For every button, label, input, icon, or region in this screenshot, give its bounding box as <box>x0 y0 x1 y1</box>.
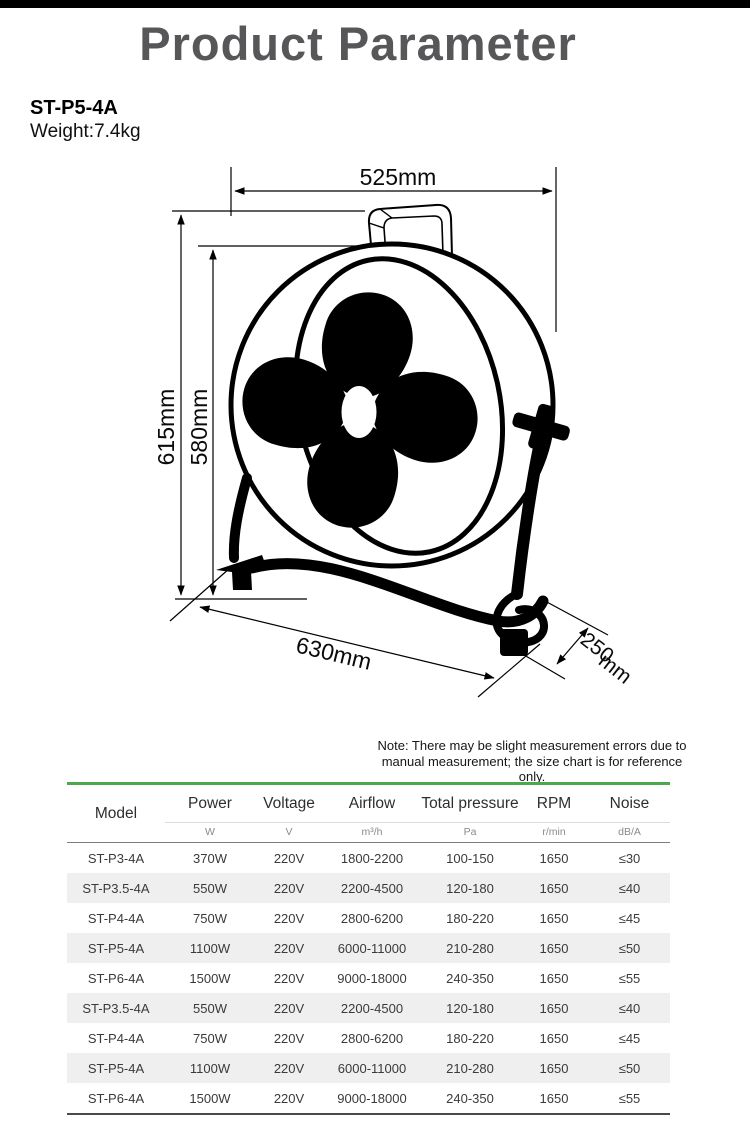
table-cell: 220V <box>273 970 305 986</box>
table-cell: ≤45 <box>618 1030 641 1046</box>
table-cell: ST-P6-4A <box>87 1090 145 1106</box>
dim-depth-value-label: 250 <box>576 628 618 668</box>
table-cell: 2200-4500 <box>340 880 404 896</box>
table-cell: 1800-2200 <box>340 850 404 866</box>
table-cell: 220V <box>273 850 305 866</box>
col-unit-noise: dB/A <box>589 823 670 843</box>
table-cell: 6000-11000 <box>337 1060 407 1076</box>
dim-depth-unit-label: mm <box>594 649 636 689</box>
col-header-voltage: Voltage <box>263 795 315 812</box>
table-cell: ≤40 <box>618 880 641 896</box>
table-cell: 120-180 <box>446 880 494 896</box>
table-cell: 210-280 <box>446 940 494 956</box>
measurement-note <box>368 738 696 785</box>
table-cell: 1650 <box>539 1060 569 1076</box>
table-cell: 2800-6200 <box>340 910 404 926</box>
col-header-rpm: RPM <box>536 795 572 812</box>
table-cell: 1650 <box>539 1000 569 1016</box>
col-header-airflow: Airflow <box>348 795 396 812</box>
table-cell: 9000-18000 <box>337 970 407 986</box>
page-title: Product Parameter <box>139 17 577 70</box>
table-cell: 220V <box>273 880 305 896</box>
table-cell: 220V <box>273 1000 305 1016</box>
spec-table-body <box>67 843 670 1115</box>
product-weight: Weight:7.4kg <box>30 121 141 142</box>
table-cell: 1100W <box>189 940 231 956</box>
note-line-1: Note: There may be slight measurement errors due to <box>377 738 687 753</box>
product-model-name: ST-P5-4A <box>30 97 118 119</box>
table-cell: 550W <box>193 880 227 896</box>
fan-illustration <box>216 205 575 656</box>
table-row <box>67 1023 670 1053</box>
table-cell: 1500W <box>189 970 231 986</box>
table-cell: ST-P3-4A <box>87 850 145 866</box>
table-cell: 1650 <box>539 880 569 896</box>
table-cell: ST-P3.5-4A <box>82 1000 150 1016</box>
spec-table <box>67 782 670 1115</box>
table-cell: 6000-11000 <box>337 940 407 956</box>
table-cell: 370W <box>193 850 227 866</box>
col-header-noise: Noise <box>609 795 650 812</box>
table-cell: 240-350 <box>446 970 494 986</box>
col-unit-airflow: m³/h <box>323 823 421 843</box>
table-cell: ≤40 <box>618 1000 641 1016</box>
table-cell: 180-220 <box>446 910 494 926</box>
table-cell: ST-P5-4A <box>87 940 145 956</box>
top-black-bar <box>0 0 750 8</box>
table-cell: 220V <box>273 1030 305 1046</box>
table-cell: 750W <box>193 1030 227 1046</box>
table-cell: 1500W <box>189 1090 231 1106</box>
table-cell: 9000-18000 <box>337 1090 407 1106</box>
table-row <box>67 903 670 933</box>
col-unit-power: W <box>165 823 255 843</box>
table-row <box>67 993 670 1023</box>
table-cell: 220V <box>273 940 305 956</box>
table-cell: 1650 <box>539 850 569 866</box>
note-line-2: manual measurement; the size chart is for reference only. <box>381 753 683 784</box>
col-unit-voltage: V <box>255 823 323 843</box>
table-cell: ≤55 <box>618 1090 641 1106</box>
dim-height-frame-label: 580mm <box>186 388 212 466</box>
table-cell: ST-P5-4A <box>87 1060 145 1076</box>
col-header-pressure: Total pressure <box>421 795 519 812</box>
table-cell: 2200-4500 <box>340 1000 404 1016</box>
table-cell: 220V <box>273 1060 305 1076</box>
table-row <box>67 963 670 993</box>
table-row <box>67 933 670 963</box>
dim-height-total-label: 615mm <box>153 388 179 466</box>
table-cell: 210-280 <box>446 1060 494 1076</box>
table-cell: ST-P3.5-4A <box>82 880 150 896</box>
table-row <box>67 1083 670 1114</box>
table-cell: ST-P4-4A <box>87 1030 145 1046</box>
table-cell: 120-180 <box>446 1000 494 1016</box>
table-cell: ≤50 <box>618 1060 641 1076</box>
fan-dimension-diagram <box>0 150 750 735</box>
table-cell: ST-P6-4A <box>87 970 145 986</box>
table-cell: 1650 <box>539 910 569 926</box>
table-cell: ST-P4-4A <box>87 910 145 926</box>
fan-hub <box>342 386 377 438</box>
table-cell: ≤55 <box>618 970 641 986</box>
table-row <box>67 873 670 903</box>
table-cell: 1650 <box>539 970 569 986</box>
table-cell: 240-350 <box>446 1090 494 1106</box>
table-cell: 1650 <box>539 1030 569 1046</box>
col-header-power: Power <box>188 795 232 812</box>
col-unit-pressure: Pa <box>421 823 519 843</box>
table-cell: ≤45 <box>618 910 641 926</box>
table-row <box>67 843 670 874</box>
table-cell: ≤30 <box>618 850 641 866</box>
table-cell: 750W <box>193 910 227 926</box>
table-cell: 100-150 <box>446 850 494 866</box>
table-cell: 550W <box>193 1000 227 1016</box>
col-unit-rpm: r/min <box>519 823 589 843</box>
dim-length-base-label: 630mm <box>293 631 375 675</box>
table-row <box>67 1053 670 1083</box>
table-cell: 180-220 <box>446 1030 494 1046</box>
spec-table-header <box>67 784 670 843</box>
table-cell: ≤50 <box>618 940 641 956</box>
table-cell: 220V <box>273 1090 305 1106</box>
col-header-model: Model <box>67 784 165 843</box>
table-cell: 2800-6200 <box>340 1030 404 1046</box>
table-cell: 220V <box>273 910 305 926</box>
table-cell: 1650 <box>539 1090 569 1106</box>
table-cell: 1650 <box>539 940 569 956</box>
table-cell: 1100W <box>189 1060 231 1076</box>
dim-width-label: 525mm <box>359 164 437 190</box>
